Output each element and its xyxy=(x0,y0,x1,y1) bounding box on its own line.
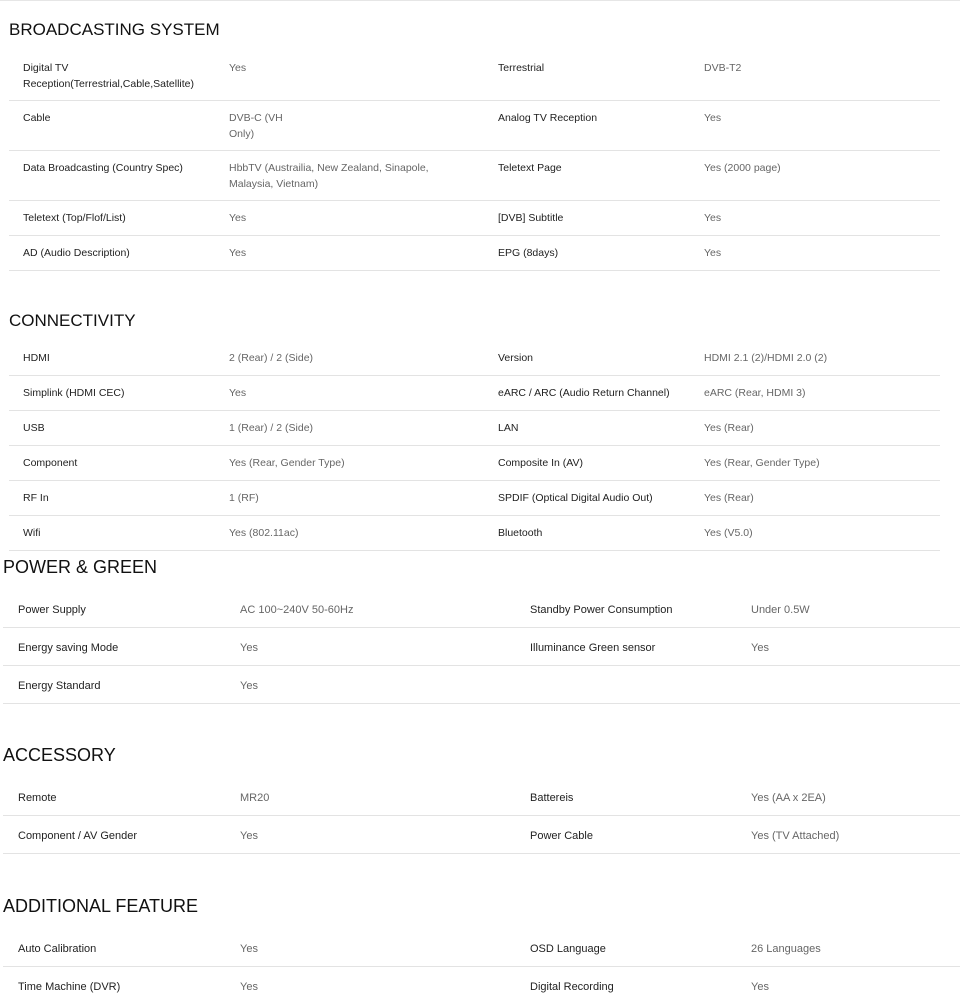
spec-row xyxy=(3,816,960,854)
spec-value: Yes xyxy=(704,247,722,259)
spec-label: Teletext Page xyxy=(498,162,562,174)
spec-value: Yes xyxy=(240,680,258,692)
spec-value: Yes xyxy=(229,212,247,224)
spec-row xyxy=(9,341,940,376)
spec-value: Yes xyxy=(240,642,258,654)
power-table xyxy=(3,590,960,704)
spec-label: Battereis xyxy=(530,792,574,804)
spec-label: Data Broadcasting (Country Spec) xyxy=(23,162,183,174)
spec-label: Analog TV Reception xyxy=(498,112,598,124)
spec-row xyxy=(9,516,940,551)
spec-value: Yes (Rear, Gender Type) xyxy=(229,457,345,469)
spec-row xyxy=(9,411,940,446)
spec-value: DVB-T2 xyxy=(704,62,742,74)
spec-label: Component / AV Gender xyxy=(18,830,138,842)
spec-label: RF In xyxy=(23,492,49,504)
spec-row xyxy=(9,376,940,411)
spec-label: AD (Audio Description) xyxy=(23,247,130,259)
spec-value: HDMI 2.1 (2)/HDMI 2.0 (2) xyxy=(704,352,828,364)
spec-row xyxy=(9,51,940,101)
section-title-additional: ADDITIONAL FEATURE xyxy=(3,896,199,916)
spec-label: Time Machine (DVR) xyxy=(18,981,121,993)
spec-label: Energy saving Mode xyxy=(18,642,119,654)
spec-label: Power Cable xyxy=(530,830,593,842)
spec-label: Component xyxy=(23,457,78,469)
spec-value: Yes (V5.0) xyxy=(704,527,753,539)
spec-value: Yes xyxy=(229,387,247,399)
spec-label: SPDIF (Optical Digital Audio Out) xyxy=(498,492,653,504)
spec-row xyxy=(3,590,960,628)
spec-value: Yes (AA x 2EA) xyxy=(751,792,826,804)
spec-label: Power Supply xyxy=(18,604,86,616)
spec-label: Terrestrial xyxy=(498,62,545,74)
spec-value: 1 (RF) xyxy=(229,492,259,504)
spec-value: AC 100~240V 50-60Hz xyxy=(240,604,354,616)
spec-value: Yes xyxy=(751,981,769,993)
spec-row xyxy=(3,778,960,816)
spec-value: MR20 xyxy=(240,792,270,804)
spec-value: Yes xyxy=(240,981,258,993)
spec-row xyxy=(3,929,960,967)
spec-label: Simplink (HDMI CEC) xyxy=(23,387,125,399)
spec-value: Yes (Rear) xyxy=(704,492,754,504)
spec-label: Wifi xyxy=(23,527,41,539)
spec-label: USB xyxy=(23,422,45,434)
spec-label: Energy Standard xyxy=(18,680,101,692)
spec-label: LAN xyxy=(498,422,519,434)
section-title-accessory: ACCESSORY xyxy=(3,745,116,765)
spec-value: 1 (Rear) / 2 (Side) xyxy=(229,422,314,434)
spec-label: Composite In (AV) xyxy=(498,457,583,469)
spec-value: Yes (TV Attached) xyxy=(751,830,840,842)
spec-label: Cable xyxy=(23,112,51,124)
spec-row xyxy=(3,628,960,666)
broadcasting-table xyxy=(9,51,940,271)
spec-label: Bluetooth xyxy=(498,527,543,539)
spec-value: 26 Languages xyxy=(751,943,821,955)
spec-value: Yes xyxy=(704,212,722,224)
section-title-power: POWER & GREEN xyxy=(3,557,158,577)
spec-label: OSD Language xyxy=(530,943,606,955)
spec-label: HDMI xyxy=(23,352,50,364)
spec-value: Under 0.5W xyxy=(751,604,810,616)
spec-value: Yes xyxy=(229,62,247,74)
spec-value: Yes xyxy=(704,112,722,124)
spec-row xyxy=(9,201,940,236)
spec-label: [DVB] Subtitle xyxy=(498,212,564,224)
spec-value: Yes (Rear) xyxy=(704,422,754,434)
accessory-table xyxy=(3,778,960,854)
section-title-connectivity: CONNECTIVITY xyxy=(9,311,136,330)
spec-label: EPG (8days) xyxy=(498,247,559,259)
section-title-broadcasting: BROADCASTING SYSTEM xyxy=(9,20,220,39)
spec-value: 2 (Rear) / 2 (Side) xyxy=(229,352,314,364)
spec-row xyxy=(9,101,940,151)
spec-value: Yes xyxy=(240,943,258,955)
spec-value: Yes xyxy=(751,642,769,654)
spec-value: Yes xyxy=(229,247,247,259)
top-divider xyxy=(0,0,960,1)
spec-value: eARC (Rear, HDMI 3) xyxy=(704,387,806,399)
additional-table xyxy=(3,929,960,1004)
spec-row xyxy=(9,446,940,481)
spec-value: Yes xyxy=(240,830,258,842)
spec-row xyxy=(9,236,940,271)
spec-label: Remote xyxy=(18,792,57,804)
spec-label: Version xyxy=(498,352,534,364)
spec-row xyxy=(9,481,940,516)
spec-value: Yes (Rear, Gender Type) xyxy=(704,457,820,469)
spec-row xyxy=(3,666,960,704)
connectivity-table xyxy=(9,341,940,551)
spec-row xyxy=(3,967,960,1004)
spec-value: HbbTV (Austrailia, New Zealand, Sinapole, Malaysia, Vietnam) xyxy=(229,162,429,190)
spec-label: Digital TV Reception(Terrestrial,Cable,Satellite) xyxy=(23,62,194,90)
spec-label: Digital Recording xyxy=(530,981,614,993)
spec-label: Standby Power Consumption xyxy=(530,604,673,616)
spec-label: Auto Calibration xyxy=(18,943,97,955)
spec-value: DVB-C (VH Only) xyxy=(229,112,283,140)
spec-value: Yes (802.11ac) xyxy=(229,527,299,539)
spec-label: eARC / ARC (Audio Return Channel) xyxy=(498,387,670,399)
spec-label: Teletext (Top/Flof/List) xyxy=(23,212,126,224)
spec-value: Yes (2000 page) xyxy=(704,162,781,174)
spec-row xyxy=(9,151,940,201)
spec-label: Illuminance Green sensor xyxy=(530,642,656,654)
